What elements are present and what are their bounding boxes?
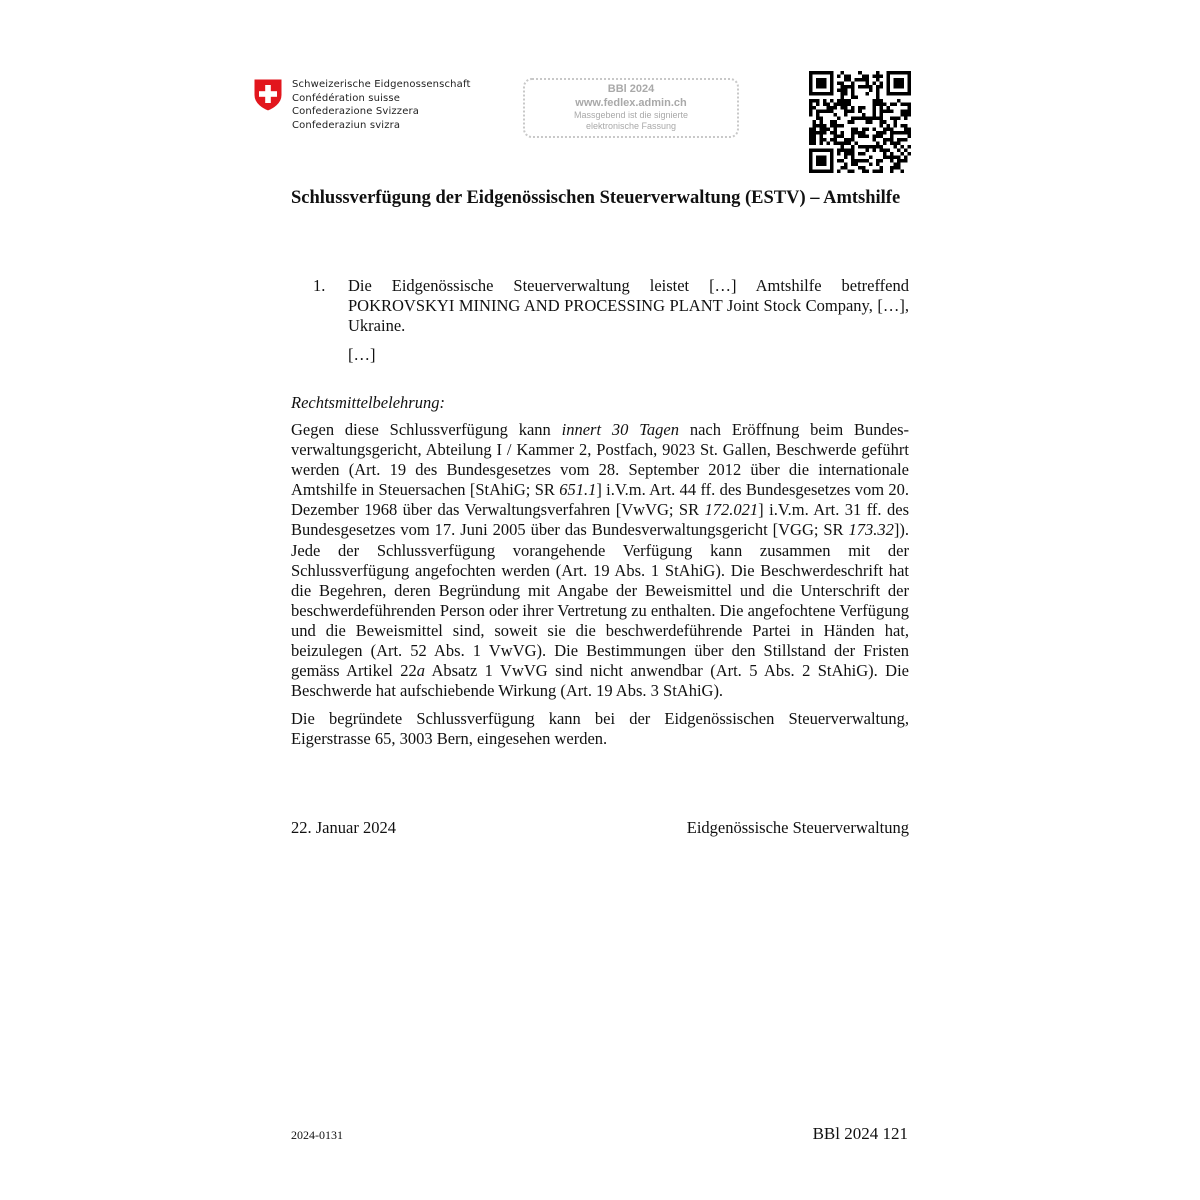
text-run: Gegen diese Schlussverfügung kann xyxy=(291,420,562,439)
decision-date: 22. Januar 2024 xyxy=(291,818,396,837)
appeal-instructions xyxy=(291,420,909,758)
qr-code-icon xyxy=(809,71,911,173)
text-run: ]). Jede der Schlussverfügung vorangehende Verfügung kann zusammen mit der Schlussverfügung angefochten werden (Art. 19 Abs. 1 StAhiG). Die Beschwerdeschrift hat die Begehren, deren Begründung mit Angabe der Beweismittel und die Unterschrift der beschwerdeführenden Person oder ihrer Vertretung zu enthalten. Die angefochtene Verfügung und die Beweismittel sind, soweit sie die beschwerdeführende Partei in Händen hat, beizulegen (Art. 52 Abs. 1 VwVG). Die Bestimmungen über den Stillstand der Fristen gemäss Artikel 22 xyxy=(291,520,909,681)
sr-number: 172.021 xyxy=(704,500,759,520)
agency-name xyxy=(292,78,471,132)
text-run: ] i.V.m. Art. 31 ff. des Bundesgesetzes vom 17. Juni 2005 über das Bundesverwaltungsgericht [VGG; SR xyxy=(291,500,909,540)
stamp-url: www.fedlex.admin.ch xyxy=(575,97,687,109)
appeal-heading: Rechtsmittelbelehrung: xyxy=(291,393,445,412)
appeal-paragraph xyxy=(291,420,909,701)
list-item-text: Die Eidgenössische Steuerverwaltung leistet […] Amtshilfe betreffend POKROVSKYI MINING AND PROCESSING PLANT Joint Stock Company, […], Ukraine. xyxy=(348,276,909,336)
list-item xyxy=(291,276,909,337)
stamp-note-line1: Massgebend ist die signierte xyxy=(573,110,689,120)
page-citation: BBl 2024 121 xyxy=(812,1124,908,1143)
decision-list xyxy=(291,276,909,365)
sr-number: 651.1 xyxy=(559,480,597,500)
agency-line-de: Schweizerische Eidgenossenschaft xyxy=(292,79,471,90)
stamp-publication: BBl 2024 xyxy=(607,83,655,95)
sr-number: 173.32 xyxy=(848,520,894,540)
swiss-coat-of-arms-icon xyxy=(253,78,283,112)
agency-line-it: Confederazione Svizzera xyxy=(292,106,420,117)
document-title: Schlussverfügung der Eidgenössischen Steuerverwaltung (ESTV) – Amtshilfe xyxy=(291,188,901,208)
stamp-note-line2: elektronische Fassung xyxy=(585,121,677,131)
list-item-number: 1. xyxy=(313,276,326,295)
issuing-authority: Eidgenössische Steuerverwaltung xyxy=(686,818,909,837)
document-number: 2024-0131 xyxy=(291,1128,343,1142)
article-suffix: a xyxy=(416,661,425,681)
text-run: Absatz 1 VwVG sind nicht anwendbar (Art. 5 Abs. 2 StAhiG). Die Beschwerde hat aufschiebende Wirkung (Art. 19 Abs. 3 StAhiG). xyxy=(291,661,910,701)
text-run: ] i.V.m. Art. 44 ff. des Bundesgesetzes vom 20. Dezember 1968 über das Verwaltungsverfahren [VwVG; SR xyxy=(291,480,910,520)
list-item-continuation: […] xyxy=(348,344,376,364)
text-run: nach Eröffnung beim Bundesverwaltungsgericht, Abteilung I / Kammer 2, Postfach, 9023 St. Gallen, Beschwerde geführt werden (Art. 19 des Bundesgesetzes vom 28. September 2012 über die internationale Amtshilfe in Steuersachen [StAhiG; SR xyxy=(291,420,910,500)
agency-line-fr: Confédération suisse xyxy=(292,92,401,104)
deadline-emphasis: innert 30 Tagen xyxy=(561,420,679,439)
agency-line-rm: Confederaziun svizra xyxy=(292,119,401,131)
publication-stamp xyxy=(523,78,739,138)
inspection-paragraph: Die begründete Schlussverfügung kann bei der Eidgenössischen Steuerverwaltung, Eigerstrasse 65, 3003 Bern, eingesehen werden. xyxy=(291,709,909,749)
